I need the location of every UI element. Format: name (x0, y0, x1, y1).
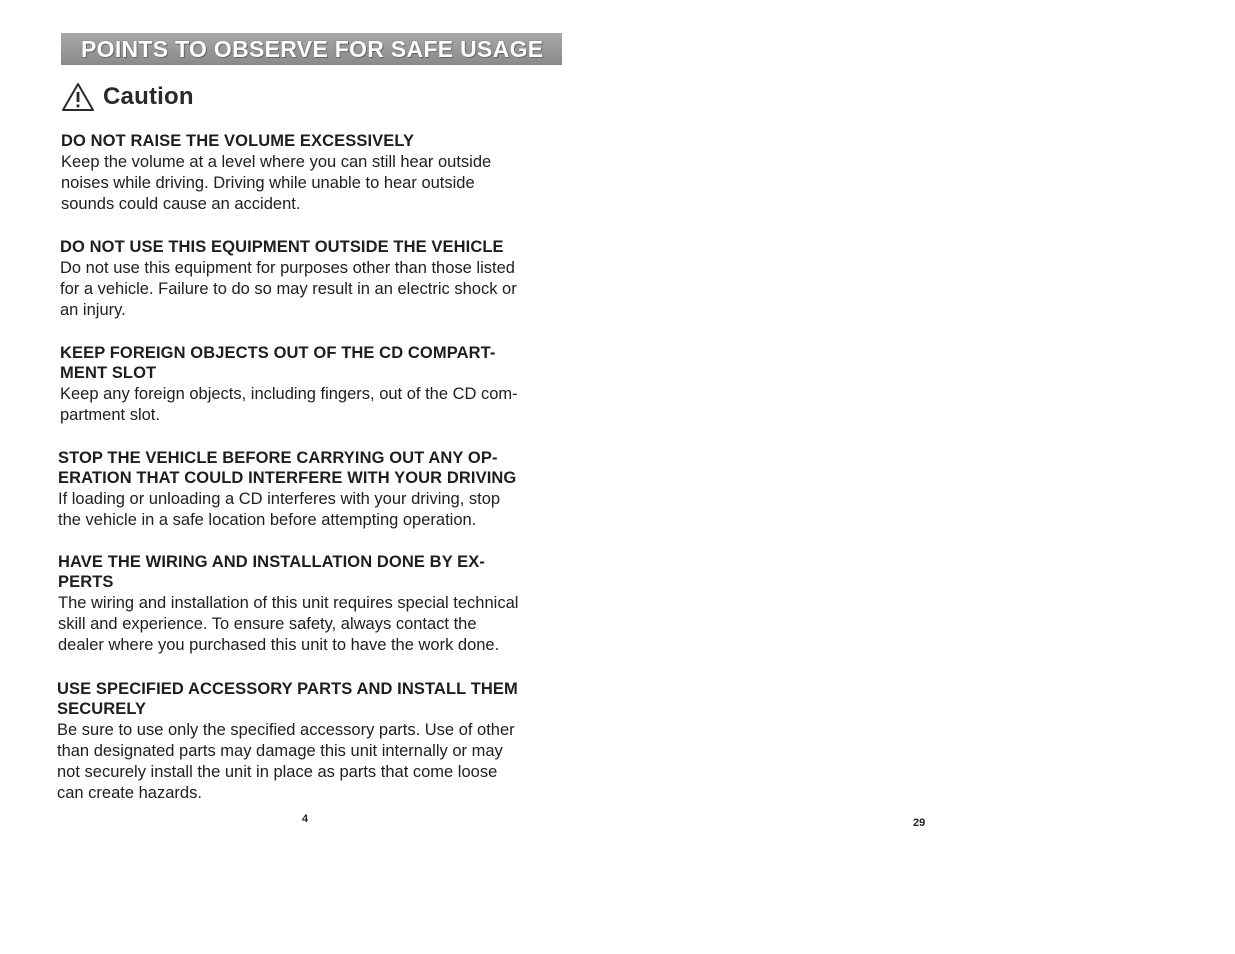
item-body-line: Do not use this equipment for purposes other than those listed (60, 259, 515, 277)
item-heading-line: MENT SLOT (60, 364, 157, 382)
item-body-line: skill and experience. To ensure safety, always contact the (58, 615, 477, 633)
section-title: POINTS TO OBSERVE FOR SAFE USAGE (81, 36, 544, 62)
item-body (60, 384, 560, 426)
warning-triangle-icon (61, 82, 95, 112)
item-body-line: If loading or unloading a CD interferes with your driving, stop (58, 490, 501, 508)
item-body (60, 258, 560, 321)
item-body-line: the vehicle in a safe location before attempting operation. (58, 511, 477, 529)
page-number-left: 4 (302, 813, 309, 825)
item-body-line: sounds could cause an accident. (61, 195, 301, 213)
caution-label: Caution (103, 83, 194, 110)
item-heading (57, 679, 557, 719)
caution-item-foreign-objects (60, 343, 560, 426)
item-heading-line: DO NOT RAISE THE VOLUME EXCESSIVELY (61, 132, 415, 150)
item-body (58, 489, 558, 531)
item-body-line: noises while driving. Driving while unable to hear outside (61, 174, 475, 192)
item-body-line: partment slot. (60, 406, 160, 424)
item-heading-line: DO NOT USE THIS EQUIPMENT OUTSIDE THE VEHICLE (60, 238, 504, 256)
item-body-line: The wiring and installation of this unit requires special technical (58, 594, 519, 612)
left-page (0, 0, 617, 954)
item-heading (60, 343, 560, 383)
caution-item-wiring-experts (58, 552, 558, 656)
item-body-line: Keep the volume at a level where you can still hear outside (61, 153, 492, 171)
caution-item-accessory-parts (57, 679, 557, 804)
item-heading-line: PERTS (58, 573, 114, 591)
item-body-line: than designated parts may damage this unit internally or may (57, 742, 503, 760)
item-body-line: not securely install the unit in place as parts that come loose (57, 763, 498, 781)
item-heading (58, 448, 558, 488)
item-body-line: an injury. (60, 301, 126, 319)
item-body-line: can create hazards. (57, 784, 202, 802)
item-heading (58, 552, 558, 592)
section-title-banner (61, 33, 562, 65)
item-body (61, 152, 561, 215)
item-heading-line: KEEP FOREIGN OBJECTS OUT OF THE CD COMPART- (60, 344, 496, 362)
item-body-line: for a vehicle. Failure to do so may result in an electric shock or (60, 280, 517, 298)
right-page (617, 0, 1235, 954)
item-body (58, 593, 558, 656)
item-body-line: dealer where you purchased this unit to have the work done. (58, 636, 500, 654)
item-body (57, 720, 557, 804)
item-heading (61, 131, 561, 151)
item-heading-line: HAVE THE WIRING AND INSTALLATION DONE BY EX- (58, 553, 485, 571)
caution-item-volume (61, 131, 561, 215)
item-body-line: Be sure to use only the specified accessory parts. Use of other (57, 721, 515, 739)
item-heading (60, 237, 560, 257)
caution-item-outside-vehicle (60, 237, 560, 321)
caution-heading (61, 80, 194, 114)
item-heading-line: ERATION THAT COULD INTERFERE WITH YOUR DRIVING (58, 469, 517, 487)
item-heading-line: SECURELY (57, 700, 147, 718)
item-heading-line: STOP THE VEHICLE BEFORE CARRYING OUT ANY OP- (58, 449, 498, 467)
item-heading-line: USE SPECIFIED ACCESSORY PARTS AND INSTALL THEM (57, 680, 518, 698)
page-number-right: 29 (913, 817, 926, 829)
caution-item-stop-vehicle (58, 448, 558, 531)
item-body-line: Keep any foreign objects, including fingers, out of the CD com- (60, 385, 518, 403)
